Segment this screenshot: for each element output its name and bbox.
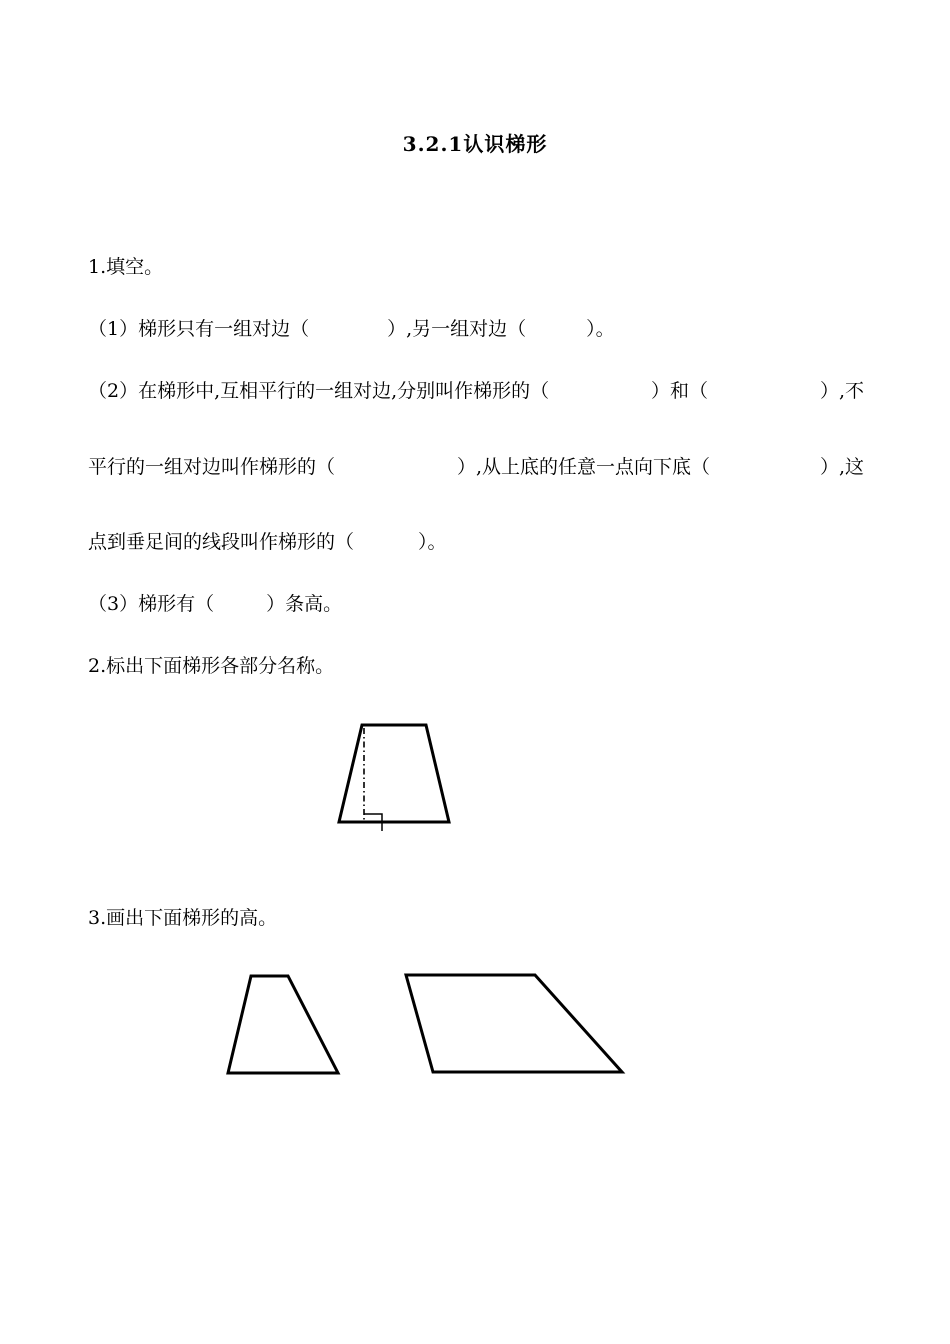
q1p1-text-b: ）,另一组对边（ — [387, 318, 527, 340]
page-title: 3.2.1认识梯形 — [402, 132, 548, 156]
trapezoid-right — [406, 975, 622, 1072]
q1p2l1-text-b: ）和（ — [651, 380, 709, 402]
q1p2l2-text-a: 平行的一组对边叫作梯形的（ — [88, 456, 336, 478]
q1p2l3-text-a: 点到垂足间的线段叫作梯形的（ — [88, 531, 355, 553]
q1p2l1-text-c: ）,不 — [819, 380, 864, 402]
question-2-heading: 2.标出下面梯形各部分名称。 — [88, 655, 335, 677]
q1p2l3-text-b: ）。 — [418, 531, 447, 553]
q1p2l2-text-b: ）,从上底的任意一点向下底（ — [456, 456, 710, 478]
q1p3-text-b: ）条高。 — [266, 593, 343, 615]
q1p3-text-a: （3）梯形有（ — [88, 593, 215, 615]
q1p1-text-c: ）。 — [586, 318, 615, 340]
q1p1-text-a: （1）梯形只有一组对边（ — [88, 318, 310, 340]
trapezoid-left — [228, 976, 338, 1073]
question-3-heading: 3.画出下面梯形的高。 — [88, 907, 278, 929]
question-1-heading: 1.填空。 — [88, 256, 164, 278]
q1p2l1-text-a: （2）在梯形中,互相平行的一组对边,分别叫作梯形的（ — [88, 380, 550, 402]
q1p2l2-text-c: ）,这 — [819, 456, 864, 478]
